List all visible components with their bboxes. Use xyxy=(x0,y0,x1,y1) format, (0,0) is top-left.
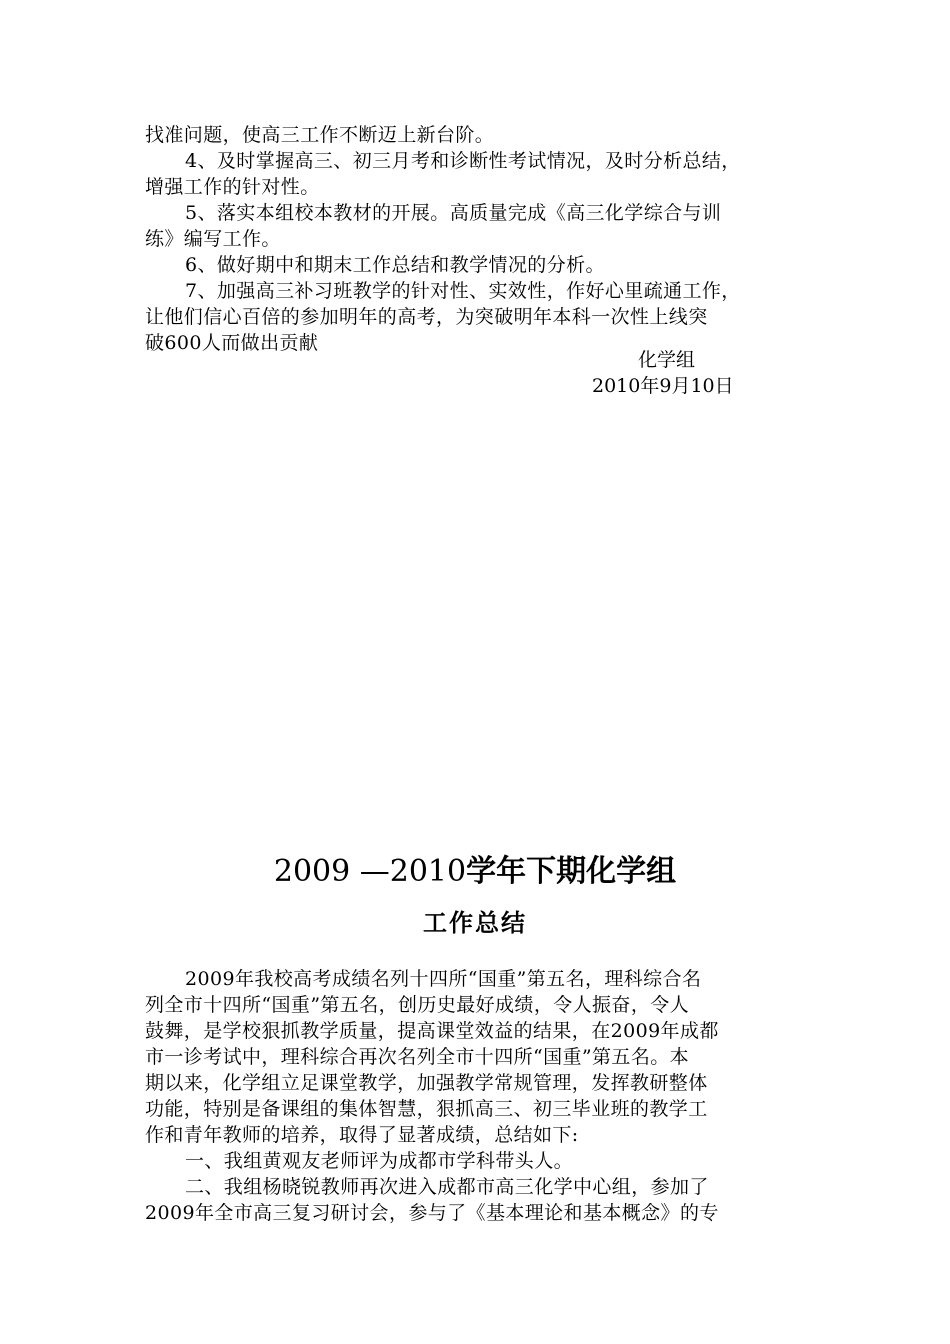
plan-text-line: 4、及时掌握高三、初三月考和诊断性考试情况，及时分析总结， xyxy=(185,150,741,172)
plan-text-line: 练》编写工作。 xyxy=(145,228,281,250)
plan-text-line: 让他们信心百倍的参加明年的高考，为突破明年本科一次性上线突 xyxy=(145,306,708,328)
plan-text-line: 找准问题，使高三工作不断迈上新台阶。 xyxy=(145,124,495,146)
summary-text-line: 期以来，化学组立足课堂教学，加强教学常规管理，发挥教研整体 xyxy=(145,1072,708,1094)
summary-text-line: 功能，特别是备课组的集体智慧，狠抓高三、初三毕业班的教学工 xyxy=(145,1098,708,1120)
plan-text-line: 破600人而做出贡献 xyxy=(145,332,319,354)
summary-text-line: 二、我组杨晓锐教师再次进入成都市高三化学中心组，参加了 xyxy=(185,1176,709,1198)
summary-text-line: 作和青年教师的培养，取得了显著成绩，总结如下: xyxy=(145,1124,579,1146)
summary-title xyxy=(0,850,950,894)
summary-text-line: 鼓舞，是学校狠抓教学质量，提高课堂效益的结果，在2009年成都 xyxy=(145,1020,719,1042)
signature-group: 化学组 xyxy=(638,349,696,371)
summary-body-text xyxy=(145,966,825,1226)
summary-title-text: 学年下期化学组 xyxy=(466,854,677,889)
summary-title-years: 2009 —2010 xyxy=(273,854,467,889)
plan-text-line: 5、落实本组校本教材的开展。高质量完成《高三化学综合与训 xyxy=(185,202,722,224)
signature-date: 2010年9月10日 xyxy=(592,375,734,397)
summary-text-line: 2009年我校高考成绩名列十四所“国重”第五名，理科综合名 xyxy=(185,968,702,990)
plan-continuation-text xyxy=(145,122,825,356)
summary-text-line: 列全市十四所“国重”第五名，创历史最好成绩，令人振奋，令人 xyxy=(145,994,690,1016)
summary-text-line: 一、我组黄观友老师评为成都市学科带头人。 xyxy=(185,1150,574,1172)
plan-text-line: 增强工作的针对性。 xyxy=(145,176,320,198)
plan-text-line: 6、做好期中和期末工作总结和教学情况的分析。 xyxy=(185,254,605,276)
summary-text-line: 2009年全市高三复习研讨会，参与了《基本理论和基本概念》的专 xyxy=(145,1202,719,1224)
summary-subtitle: 工作总结 xyxy=(423,908,527,937)
plan-text-line: 7、加强高三补习班教学的针对性、实效性，作好心里疏通工作， xyxy=(185,280,741,302)
summary-text-line: 市一诊考试中，理科综合再次名列全市十四所“国重”第五名。本 xyxy=(145,1046,690,1068)
